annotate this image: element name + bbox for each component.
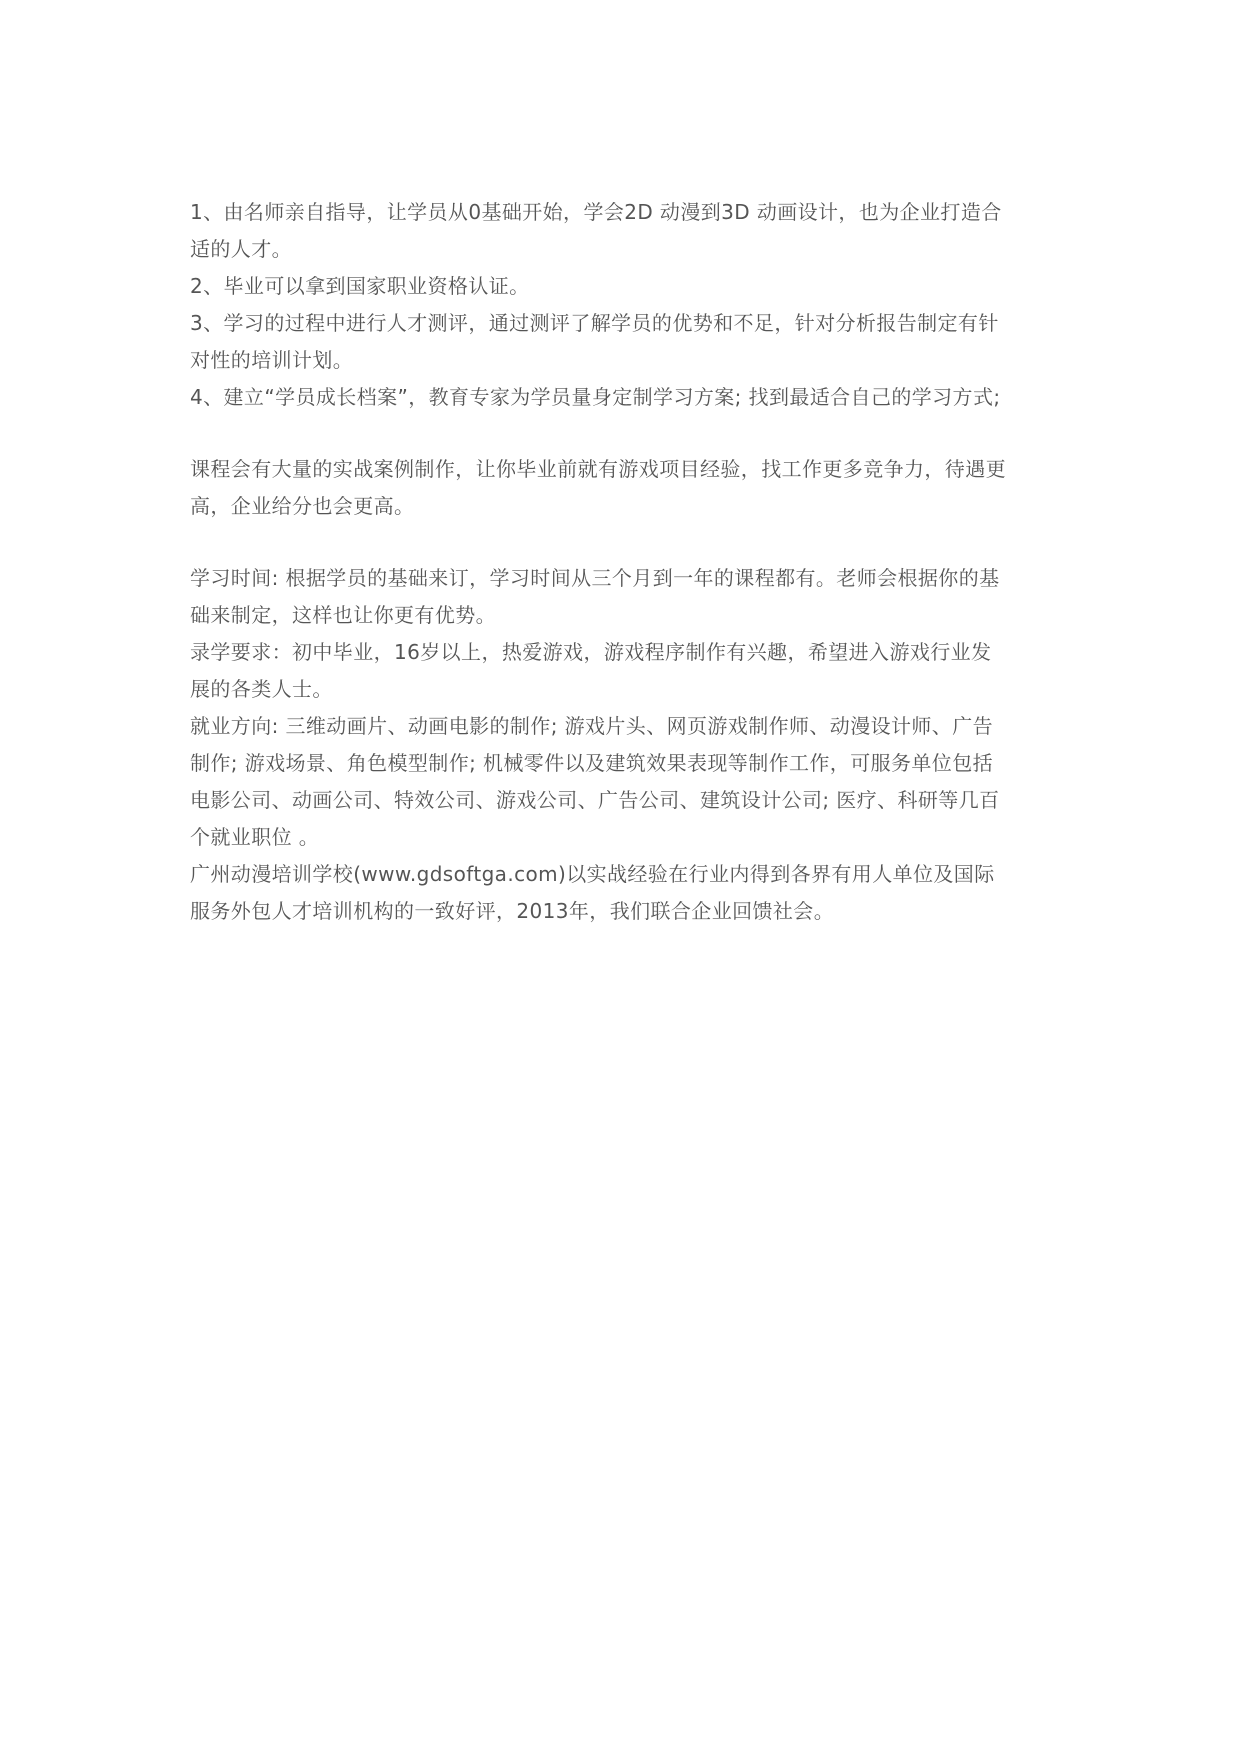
- text-line: 高，企业给分也会更高。: [190, 494, 415, 518]
- text-line: 服务外包人才培训机构的一致好评，2013年，我们联合企业回馈社会。: [190, 899, 835, 923]
- text-line: 4、建立“学员成长档案”，教育专家为学员量身定制学习方案; 找到最适合自己的学习方式;: [190, 385, 1001, 409]
- list-item-2: [190, 268, 1062, 305]
- text-line: 就业方向: 三维动画片、动画电影的制作; 游戏片头、网页游戏制作师、动漫设计师、广告: [190, 714, 993, 738]
- paragraph-gap: [190, 525, 1062, 560]
- text-line: 广州动漫培训学校(www.gdsoftga.com)以实战经验在行业内得到各界有用人单位及国际: [190, 862, 995, 886]
- document-body: [190, 194, 1062, 930]
- text-line: 3、学习的过程中进行人才测评，通过测评了解学员的优势和不足，针对分析报告制定有针: [190, 311, 999, 335]
- text-line: 1、由名师亲自指导，让学员从0基础开始，学会2D 动漫到3D 动画设计，也为企业打造合: [190, 200, 1002, 224]
- text-line: 电影公司、动画公司、特效公司、游戏公司、广告公司、建筑设计公司; 医疗、科研等几百: [190, 788, 1000, 812]
- text-line: 对性的培训计划。: [190, 348, 354, 372]
- text-line: 础来制定，这样也让你更有优势。: [190, 603, 496, 627]
- admission-paragraph: [190, 634, 1062, 708]
- career-paragraph: [190, 708, 1062, 856]
- school-paragraph: [190, 856, 1062, 930]
- text-line: 课程会有大量的实战案例制作，让你毕业前就有游戏项目经验，找工作更多竞争力，待遇更: [190, 457, 1006, 481]
- study-time-paragraph: [190, 560, 1062, 634]
- text-line: 制作; 游戏场景、角色模型制作; 机械零件以及建筑效果表现等制作工作，可服务单位包括: [190, 751, 993, 775]
- text-line: 展的各类人士。: [190, 677, 333, 701]
- list-item-3: [190, 305, 1062, 379]
- paragraph-gap: [190, 416, 1062, 451]
- text-line: 录学要求：初中毕业，16岁以上，热爱游戏，游戏程序制作有兴趣，希望进入游戏行业发: [190, 640, 992, 664]
- list-item-1: [190, 194, 1062, 268]
- list-item-4: [190, 379, 1062, 416]
- text-line: 适的人才。: [190, 237, 292, 261]
- text-line: 2、毕业可以拿到国家职业资格认证。: [190, 274, 530, 298]
- course-paragraph: [190, 451, 1062, 525]
- text-line: 学习时间: 根据学员的基础来订，学习时间从三个月到一年的课程都有。老师会根据你的基: [190, 566, 1000, 590]
- text-line: 个就业职位 。: [190, 825, 320, 849]
